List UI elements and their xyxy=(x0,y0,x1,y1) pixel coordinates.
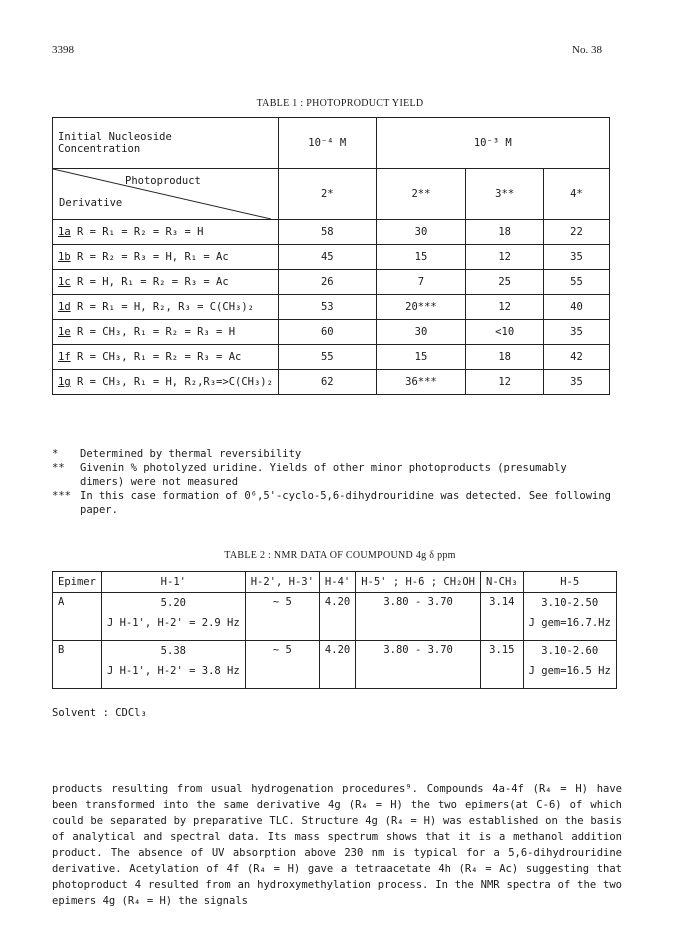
page-number: 3398 xyxy=(52,44,74,56)
table1-row xyxy=(53,370,610,395)
table2-row xyxy=(53,641,617,689)
table1-row xyxy=(53,245,610,270)
yield-value: 15 xyxy=(376,245,466,270)
table2-header-cell: H-5' ; H-6 ; CH₂OH xyxy=(356,572,481,593)
table2-header-cell: Epimer xyxy=(53,572,102,593)
yield-value: 55 xyxy=(278,345,376,370)
table2-header-cell: H-1' xyxy=(101,572,245,593)
h5b-cell-line: J gem=16.7.Hz xyxy=(528,617,611,629)
compound-id: 1a xyxy=(58,226,71,238)
nch3-cell: 3.15 xyxy=(481,641,524,689)
journal-number: No. 38 xyxy=(572,44,602,56)
compound-formula: R = R₂ = R₃ = H, R₁ = Ac xyxy=(70,251,229,263)
yield-value: 58 xyxy=(278,220,376,245)
table2-nmr-data xyxy=(52,571,617,689)
compound-id: 1b xyxy=(58,251,71,263)
col-head: 4* xyxy=(544,169,610,220)
yield-value: 45 xyxy=(278,245,376,270)
yield-value: 12 xyxy=(466,245,544,270)
yield-value: 22 xyxy=(544,220,610,245)
yield-value: 25 xyxy=(466,270,544,295)
table2-header-cell: H-2', H-3' xyxy=(245,572,319,593)
h5-cell: 3.80 - 3.70 xyxy=(356,641,481,689)
h1-cell-line: 5.38 xyxy=(160,645,186,657)
col-head: 2** xyxy=(376,169,466,220)
body-text: products resulting from usual hydrogenation procedures⁹. Compounds 4a-4f (R₄ = H) have been transformed into the same derivative 4g (R₄ = H) the two epimers(at C-6) of which could be separated by preparative TLC. Structure 4g (R₄ = H) was established on the basis of analytical and spectral data. Its mass spectrum shows that it is a methanol addition product. The absence of UV absorption above 230 nm is typical for a 5,6-dihydrouridine derivative. Acetylation of 4f (R₄ = H) gave a tetraacetate 4h (R₄ = Ac) suggesting that photoproduct 4 resulted from an hydroxymethylation process. In the NMR spectra of the two epimers 4g (R₄ = H) the signals xyxy=(52,783,622,907)
h1-cell xyxy=(101,641,245,689)
table1-row xyxy=(53,295,610,320)
col-head: 3** xyxy=(466,169,544,220)
yield-value: 60 xyxy=(278,320,376,345)
table1-title: TABLE 1 : PHOTOPRODUCT YIELD xyxy=(256,98,424,109)
derivative-cell xyxy=(53,220,279,245)
solvent-note: Solvent : CDCl₃ xyxy=(52,707,147,719)
body-paragraph xyxy=(52,781,622,909)
epimer-cell: B xyxy=(53,641,102,689)
nch3-cell: 3.14 xyxy=(481,593,524,641)
derivative-cell xyxy=(53,320,279,345)
h23-cell: ~ 5 xyxy=(245,641,319,689)
derivative-cell xyxy=(53,245,279,270)
table2-title: TABLE 2 : NMR DATA OF COUMPOUND 4g δ ppm xyxy=(224,550,456,561)
footnote-3: *** In this case formation of 0⁶,5'-cyclo-5,6-dihydrouridine was detected. See following paper. xyxy=(52,490,612,516)
table1-row xyxy=(53,320,610,345)
yield-value: 30 xyxy=(376,220,466,245)
compound-id: 1g xyxy=(58,376,71,388)
photoproduct-label: Photoproduct xyxy=(125,175,201,187)
table2-header-row xyxy=(53,572,617,593)
table1-photoproduct-yield xyxy=(52,117,610,395)
yield-value: 12 xyxy=(466,295,544,320)
initial-label-2: Concentration xyxy=(58,143,141,155)
yield-value: 53 xyxy=(278,295,376,320)
compound-formula: R = R₁ = H, R₂, R₃ = C(CH₃)₂ xyxy=(70,301,254,313)
h1-cell-line: J H-1', H-2' = 2.9 Hz xyxy=(106,617,240,629)
table2-row xyxy=(53,593,617,641)
yield-value: 35 xyxy=(544,245,610,270)
yield-value: 42 xyxy=(544,345,610,370)
footnotes xyxy=(52,447,612,517)
initial-label-1: Initial Nucleoside xyxy=(58,131,172,143)
h23-cell: ~ 5 xyxy=(245,593,319,641)
yield-value: <10 xyxy=(466,320,544,345)
yield-value: 36*** xyxy=(376,370,466,395)
h5b-cell xyxy=(523,641,616,689)
table2-header-cell: N-CH₃ xyxy=(481,572,524,593)
derivative-cell xyxy=(53,370,279,395)
footnote-2: ** Givenin % photolyzed uridine. Yields of other minor photoproducts (presumably dimers) were not measured xyxy=(52,462,567,488)
table2-header-cell: H-4' xyxy=(319,572,355,593)
yield-value: 55 xyxy=(544,270,610,295)
h5-cell: 3.80 - 3.70 xyxy=(356,593,481,641)
h1-cell-line: 5.20 xyxy=(160,597,186,609)
yield-value: 62 xyxy=(278,370,376,395)
h4-cell: 4.20 xyxy=(319,641,355,689)
yield-value: 20*** xyxy=(376,295,466,320)
derivative-cell xyxy=(53,345,279,370)
h5b-cell-line: J gem=16.5 Hz xyxy=(528,665,611,677)
table1-row xyxy=(53,270,610,295)
h4-cell: 4.20 xyxy=(319,593,355,641)
yield-value: 18 xyxy=(466,345,544,370)
yield-value: 35 xyxy=(544,320,610,345)
compound-id: 1d xyxy=(58,301,71,313)
yield-value: 35 xyxy=(544,370,610,395)
derivative-label: Derivative xyxy=(59,197,123,209)
h1-cell xyxy=(101,593,245,641)
table1-row xyxy=(53,345,610,370)
table2-header-cell: H-5 xyxy=(523,572,616,593)
compound-id: 1e xyxy=(58,326,71,338)
h5b-cell-line: 3.10-2.50 xyxy=(541,597,599,609)
h5b-cell xyxy=(523,593,616,641)
col-head: 2* xyxy=(278,169,376,220)
yield-value: 12 xyxy=(466,370,544,395)
compound-formula: R = CH₃, R₁ = R₂ = R₃ = H xyxy=(70,326,236,338)
h1-cell-line: J H-1', H-2' = 3.8 Hz xyxy=(106,665,240,677)
conc-1e-3: 10⁻³ M xyxy=(376,118,609,169)
derivative-cell xyxy=(53,270,279,295)
compound-formula: R = CH₃, R₁ = H, R₂,R₃=>C(CH₃)₂ xyxy=(70,376,273,388)
epimer-cell: A xyxy=(53,593,102,641)
conc-1e-4: 10⁻⁴ M xyxy=(278,118,376,169)
compound-formula: R = H, R₁ = R₂ = R₃ = Ac xyxy=(70,276,229,288)
yield-value: 7 xyxy=(376,270,466,295)
compound-id: 1c xyxy=(58,276,71,288)
yield-value: 15 xyxy=(376,345,466,370)
yield-value: 18 xyxy=(466,220,544,245)
table1-row xyxy=(53,220,610,245)
compound-id: 1f xyxy=(58,351,71,363)
footnote-1: * Determined by thermal reversibility xyxy=(52,448,302,460)
yield-value: 40 xyxy=(544,295,610,320)
derivative-cell xyxy=(53,295,279,320)
compound-formula: R = R₁ = R₂ = R₃ = H xyxy=(70,226,204,238)
yield-value: 26 xyxy=(278,270,376,295)
compound-formula: R = CH₃, R₁ = R₂ = R₃ = Ac xyxy=(70,351,242,363)
diagonal-header-cell xyxy=(53,169,279,220)
yield-value: 30 xyxy=(376,320,466,345)
h5b-cell-line: 3.10-2.60 xyxy=(541,645,599,657)
initial-concentration-cell xyxy=(53,118,279,169)
